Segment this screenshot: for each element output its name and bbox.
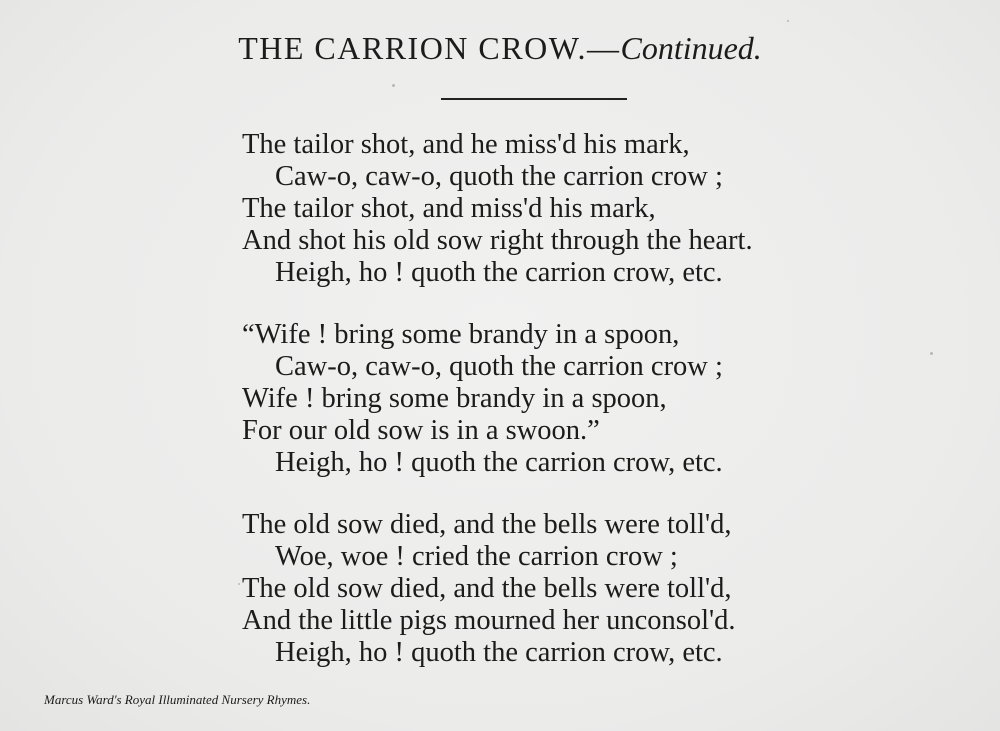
verse-line: Heigh, ho ! quoth the carrion crow, etc. (275, 637, 723, 668)
verse-line: The tailor shot, and he miss'd his mark, (242, 129, 690, 160)
verse-line: And the little pigs mourned her unconsol'd. (242, 605, 736, 636)
verse-line: The old sow died, and the bells were toll'd, (242, 573, 732, 604)
verse-line: The tailor shot, and miss'd his mark, (242, 193, 656, 224)
paper-speck (238, 583, 240, 585)
title-continued: Continued. (620, 30, 762, 66)
page-title (0, 30, 1000, 67)
stanza-3 (242, 509, 862, 669)
verse-line: Caw-o, caw-o, quoth the carrion crow ; (275, 351, 723, 382)
verse-line: The old sow died, and the bells were toll'd, (242, 509, 732, 540)
verse-line: Caw-o, caw-o, quoth the carrion crow ; (275, 161, 723, 192)
verse-line: Wife ! bring some brandy in a spoon, (242, 383, 667, 414)
publisher-credit: Marcus Ward's Royal Illuminated Nursery Rhymes. (44, 692, 311, 707)
stanza-2 (242, 319, 862, 479)
paper-speck (392, 84, 395, 87)
verse-line: For our old sow is in a swoon.” (242, 415, 600, 446)
stanza-1 (242, 129, 862, 289)
paper-speck (930, 352, 933, 355)
verse-line: And shot his old sow right through the heart. (242, 225, 753, 256)
verse-line: Heigh, ho ! quoth the carrion crow, etc. (275, 447, 723, 478)
title-rule (441, 98, 627, 100)
paper-speck (787, 20, 789, 22)
verse-line: Woe, woe ! cried the carrion crow ; (275, 541, 678, 572)
poem (242, 129, 862, 699)
verse-line: Heigh, ho ! quoth the carrion crow, etc. (275, 257, 723, 288)
verse-line: “Wife ! bring some brandy in a spoon, (242, 319, 680, 350)
title-main: THE CARRION CROW.— (238, 30, 621, 66)
